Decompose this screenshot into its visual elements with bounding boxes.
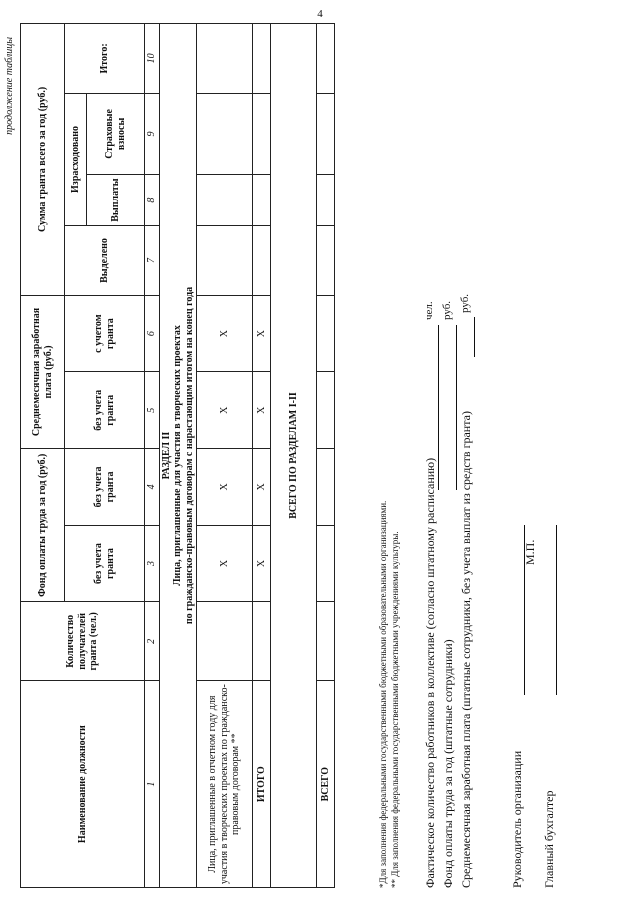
header-wage-fund: Фонд оплаты труда за год (руб.) bbox=[21, 449, 65, 602]
header-without-grant: без учета гранта bbox=[65, 449, 145, 526]
table-cell bbox=[253, 175, 271, 226]
summary-unit-3: руб. bbox=[459, 293, 471, 313]
section-2-line-2: по гражданско-правовым договорам с нарастающим итогом на конец года bbox=[183, 286, 195, 625]
column-number: 1 bbox=[145, 681, 160, 888]
header-without-grant: без учета гранта bbox=[65, 525, 145, 602]
footnote-2: ** Для заполнения федеральными государственными бюджетными учреждениями культуры. bbox=[390, 531, 400, 888]
section-2-title: РАЗДЕЛ II bbox=[160, 431, 172, 480]
table-cell bbox=[317, 24, 335, 94]
table-cell: X bbox=[253, 295, 271, 372]
table-cell bbox=[197, 24, 253, 94]
row-grand-label: ВСЕГО bbox=[317, 681, 335, 888]
footnote-1: *Для заполнения федеральными государственными бюджетными образовательными организациями. bbox=[378, 500, 388, 888]
column-number: 4 bbox=[145, 449, 160, 526]
header-without-grant: без учета гранта bbox=[65, 372, 145, 449]
table-cell bbox=[317, 602, 335, 681]
summary-line-1 bbox=[424, 325, 439, 490]
table-cell bbox=[197, 93, 253, 174]
table-cell bbox=[197, 226, 253, 296]
header-allocated: Выделено bbox=[65, 226, 145, 296]
row-total-label: ИТОГО bbox=[253, 681, 271, 888]
column-number: 6 bbox=[145, 295, 160, 372]
header-total: Итого: bbox=[65, 24, 145, 94]
header-insurance: Страховые взносы bbox=[87, 93, 145, 174]
table-cell bbox=[197, 602, 253, 681]
section-2-heading bbox=[159, 24, 197, 888]
column-number: 8 bbox=[145, 175, 160, 226]
summary-unit-1: чел. bbox=[423, 301, 435, 320]
table-cell bbox=[197, 175, 253, 226]
accountant-signature-line bbox=[542, 525, 557, 695]
table-cell: X bbox=[197, 525, 253, 602]
table-cell bbox=[253, 93, 271, 174]
header-with-grant: с учетом гранта bbox=[65, 295, 145, 372]
table-cell: X bbox=[197, 449, 253, 526]
summary-line-3 bbox=[460, 317, 475, 357]
head-label: Руководитель организации bbox=[510, 750, 524, 888]
header-recipients: Количество получателей гранта (чел.) bbox=[21, 602, 145, 681]
table-cell bbox=[317, 449, 335, 526]
column-number: 3 bbox=[145, 525, 160, 602]
accountant-label: Главный бухгалтер bbox=[542, 790, 556, 888]
table-cell: X bbox=[197, 372, 253, 449]
table-cell bbox=[317, 93, 335, 174]
table-cell bbox=[317, 295, 335, 372]
table-cell bbox=[253, 24, 271, 94]
table-cell bbox=[317, 525, 335, 602]
summary-label-1: Фактическое количество работников в коллективе (согласно штатному расписанию) bbox=[423, 457, 437, 888]
continuation-note: продолжение таблицы bbox=[4, 37, 15, 135]
header-avg-salary: Среднемесячная заработная плата (руб.) bbox=[21, 295, 65, 448]
summary-label-3: Среднемесячная заработная плата (штатные сотрудники, без учета выплат из средств гранта) bbox=[459, 411, 473, 888]
page-number: 4 bbox=[317, 8, 323, 20]
table-cell bbox=[317, 372, 335, 449]
all-sections-heading: ВСЕГО ПО РАЗДЕЛАМ I-II bbox=[271, 24, 317, 888]
grant-table bbox=[20, 23, 335, 888]
column-number: 7 bbox=[145, 226, 160, 296]
row-invited-label: Лица, приглашенные в отчетном году для участия в творческих проектах по гражданско-правовым договорам ** bbox=[197, 681, 253, 888]
table-cell bbox=[253, 602, 271, 681]
column-number: 5 bbox=[145, 372, 160, 449]
table-cell: X bbox=[253, 372, 271, 449]
table-cell: X bbox=[253, 525, 271, 602]
table-cell: X bbox=[253, 449, 271, 526]
seal-label: М.П. bbox=[523, 539, 537, 565]
table-cell bbox=[317, 175, 335, 226]
table-cell bbox=[317, 226, 335, 296]
section-2-line-1: Лица, приглашенные для участия в творческих проектах bbox=[172, 325, 183, 586]
column-number: 2 bbox=[145, 602, 160, 681]
summary-unit-2: руб. bbox=[441, 300, 453, 320]
summary-line-2 bbox=[442, 325, 457, 490]
header-position: Наименование должности bbox=[21, 681, 145, 888]
table-cell: X bbox=[197, 295, 253, 372]
table-cell bbox=[253, 226, 271, 296]
header-grant-sum: Сумма гранта всего за год (руб.) bbox=[21, 24, 65, 296]
column-number: 9 bbox=[145, 93, 160, 174]
header-payments: Выплаты bbox=[87, 175, 145, 226]
column-number: 10 bbox=[145, 24, 160, 94]
header-spent: Израсходовано bbox=[65, 93, 87, 225]
summary-label-2: Фонд оплаты труда за год (штатные сотрудники) bbox=[441, 639, 455, 888]
